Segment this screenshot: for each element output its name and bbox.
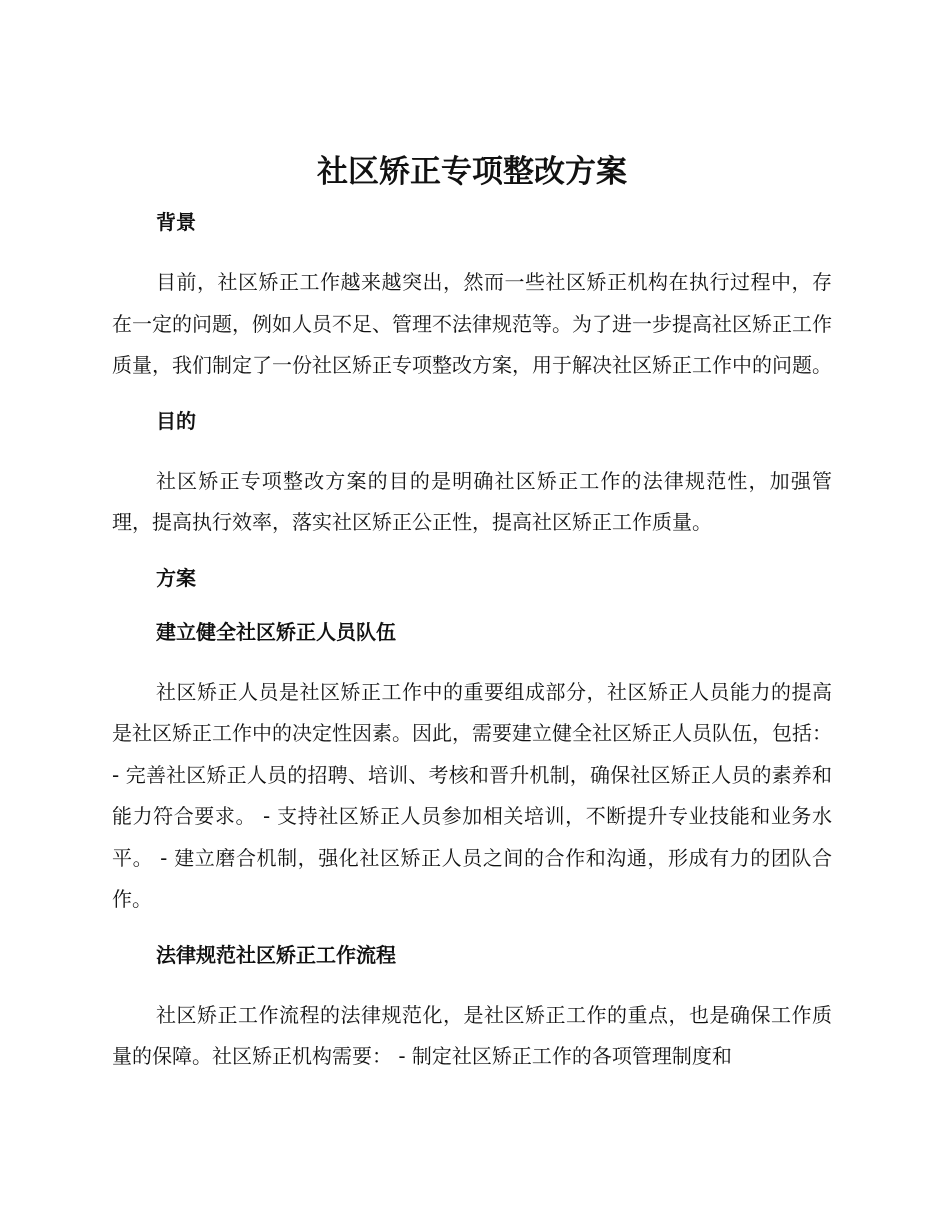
section-staff-team (112, 618, 832, 941)
section-heading-background: 背景 (156, 210, 196, 234)
section-heading-purpose: 目的 (156, 408, 196, 433)
section-purpose (112, 407, 832, 564)
document-body (112, 150, 832, 1078)
section-paragraph-purpose: 社区矫正专项整改方案的目的是明确社区矫正工作的法律规范性，加强管理，提高执行效率，落实社区矫正公正性，提高社区矫正工作质量。 (112, 468, 832, 534)
section-heading-plan: 方案 (156, 565, 196, 590)
section-paragraph-staff-team: 社区矫正人员是社区矫正工作中的重要组成部分，社区矫正人员能力的提高是社区矫正工作中的决定性因素。因此，需要建立健全社区矫正人员队伍，包括： - 完善社区矫正人员的招聘、培训、考核和晋升机制，确保社区矫正人员的素养和能力符合要求。 - 支持社区矫正人员参加相关培训，不断提升专业技能和业务水平。 - 建立磨合机制，强化社区矫正人员之间的合作和沟通，形成有力的团队合作。 (112, 679, 832, 911)
section-paragraph-workflow: 社区矫正工作流程的法律规范化，是社区矫正工作的重点，也是确保工作质量的保障。社区矫正机构需要： - 制定社区矫正工作的各项管理制度和 (112, 1002, 832, 1068)
section-heading-staff-team: 建立健全社区矫正人员队伍 (156, 619, 396, 644)
section-background (112, 208, 832, 407)
document-title: 社区矫正专项整改方案 (317, 154, 627, 190)
section-plan (112, 564, 832, 618)
section-paragraph-background: 目前，社区矫正工作越来越突出，然而一些社区矫正机构在执行过程中，存在一定的问题，例如人员不足、管理不法律规范等。为了进一步提高社区矫正工作质量，我们制定了一份社区矫正专项整改方案，用于解决社区矫正工作中的问题。 (112, 270, 832, 377)
section-workflow (112, 941, 832, 1078)
section-heading-workflow: 法律规范社区矫正工作流程 (156, 942, 396, 967)
